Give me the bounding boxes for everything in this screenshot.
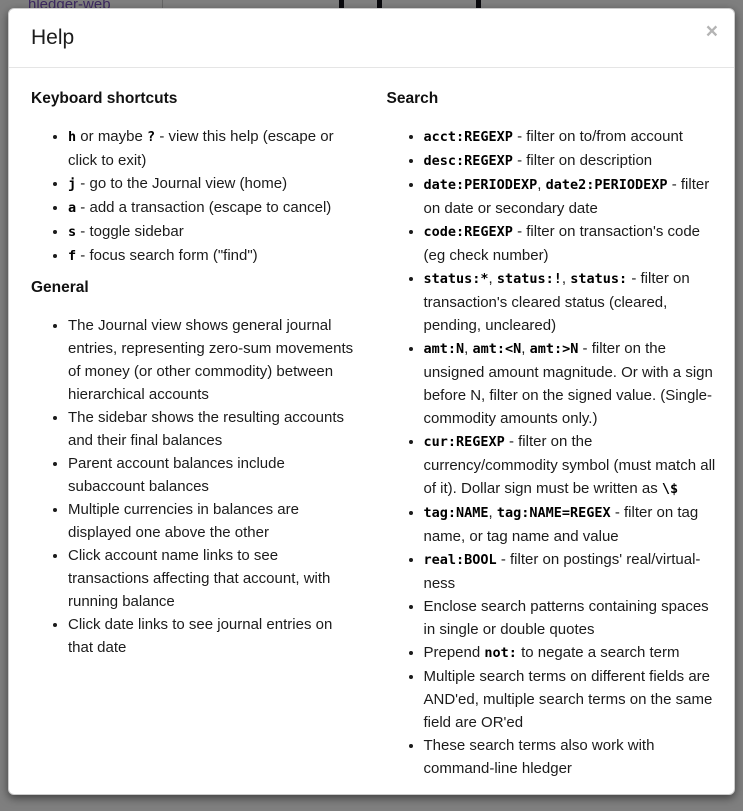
help-list-item — [68, 220, 361, 244]
section-heading: Keyboard shortcuts — [31, 90, 178, 107]
help-list-item — [424, 220, 717, 267]
text-segment: - filter on description — [512, 152, 653, 169]
text-segment: - focus search form ("find") — [76, 247, 258, 264]
help-list-item — [424, 501, 717, 548]
modal-header — [9, 9, 734, 68]
code-term: date2:PERIODEXP — [545, 177, 668, 193]
help-list-item — [424, 125, 717, 149]
code-term: tag:NAME — [423, 505, 489, 521]
text-segment: , — [488, 270, 497, 287]
text-segment: The sidebar shows the resulting accounts and their final balances — [68, 409, 344, 449]
text-segment: Click account name links to see transactions affecting that account, with running balance — [68, 547, 331, 610]
code-term: amt:>N — [529, 341, 579, 357]
code-term: h — [68, 129, 77, 145]
text-segment: - filter on transaction's code (eg check number) — [423, 223, 701, 264]
code-term: tag:NAME=REGEX — [496, 505, 611, 521]
text-segment: - filter on transaction's cleared status (cleared, pending, uncleared) — [423, 270, 690, 334]
code-term: s — [68, 224, 77, 240]
help-list-item — [68, 125, 361, 172]
text-segment: - toggle sidebar — [76, 223, 184, 240]
help-list — [31, 314, 361, 659]
text-segment: , — [521, 340, 530, 357]
code-term: real:BOOL — [423, 552, 497, 568]
code-term: amt:N — [423, 341, 465, 357]
modal-body — [9, 68, 734, 795]
help-list-item — [68, 172, 361, 196]
code-term: f — [68, 248, 77, 264]
text-segment: - filter on tag name, or tag name and value — [423, 504, 699, 545]
help-list-item — [424, 430, 717, 501]
section-heading: Search — [386, 90, 439, 107]
help-list — [387, 125, 717, 780]
help-modal — [8, 8, 735, 795]
help-list-item — [68, 196, 361, 220]
text-segment: - go to the Journal view (home) — [76, 175, 288, 192]
modal-title: Help — [31, 26, 75, 49]
help-list-item — [424, 734, 717, 780]
help-column-right — [387, 79, 717, 790]
help-list-item — [68, 613, 361, 659]
code-term: desc:REGEXP — [423, 153, 513, 169]
text-segment: - filter on the currency/commodity symbol (must match all of it). Dollar sign must be written as — [423, 433, 716, 497]
help-list-item — [68, 314, 361, 406]
text-segment: Prepend — [423, 644, 485, 661]
code-term: status: — [570, 271, 628, 287]
text-segment: Enclose search patterns containing spaces in single or double quotes — [423, 598, 709, 638]
help-list-item — [424, 149, 717, 173]
help-list-item — [424, 337, 717, 430]
text-segment: to negate a search term — [516, 644, 680, 661]
help-list-item — [68, 406, 361, 452]
help-list-item — [424, 665, 717, 734]
text-segment: - filter on to/from account — [512, 128, 683, 145]
text-segment: - filter on postings' real/virtual-ness — [423, 551, 701, 592]
help-list-item — [424, 548, 717, 595]
help-list-item — [424, 641, 717, 665]
text-segment: Parent account balances include subaccount balances — [68, 455, 285, 495]
text-segment: - filter on the unsigned amount magnitude. Or with a sign before N, filter on the signed value. (Single-commodity amounts only.) — [423, 340, 713, 427]
help-list-item — [68, 244, 361, 268]
code-term: status:* — [423, 271, 489, 287]
text-segment: Multiple currencies in balances are displayed one above the other — [68, 501, 299, 541]
text-segment: - filter on date or secondary date — [423, 176, 710, 217]
text-segment: Multiple search terms on different fields are AND'ed, multiple search terms on the same field are OR'ed — [423, 668, 713, 731]
text-segment: These search terms also work with command-line hledger — [423, 737, 655, 777]
code-term: cur:REGEXP — [423, 434, 505, 450]
code-term: \$ — [661, 481, 679, 497]
text-segment: - view this help (escape or click to exit) — [68, 128, 334, 169]
text-segment: , — [488, 504, 497, 521]
text-segment: The Journal view shows general journal entries, representing zero-sum movements of money (or other commodity) between hierarchical accounts — [68, 317, 354, 403]
help-column-left — [31, 79, 361, 790]
text-segment: , — [537, 176, 546, 193]
code-term: date:PERIODEXP — [423, 177, 538, 193]
text-segment: , — [561, 270, 571, 287]
code-term: ? — [147, 129, 156, 145]
code-term: a — [68, 200, 77, 216]
code-term: j — [68, 176, 77, 192]
help-list-item — [424, 595, 717, 641]
text-segment: - add a transaction (escape to cancel) — [76, 199, 332, 216]
help-list — [31, 125, 361, 268]
text-segment: Click date links to see journal entries on that date — [68, 616, 333, 656]
help-list-item — [68, 544, 361, 613]
code-term: code:REGEXP — [423, 224, 513, 240]
code-term: acct:REGEXP — [423, 129, 513, 145]
code-term: amt:<N — [472, 341, 522, 357]
help-list-item — [68, 452, 361, 498]
code-term: status:! — [496, 271, 562, 287]
help-list-item — [424, 267, 717, 337]
help-list-item — [68, 498, 361, 544]
code-term: not: — [484, 645, 517, 661]
text-segment: , — [464, 340, 473, 357]
close-icon[interactable]: × — [705, 20, 718, 43]
help-list-item — [424, 173, 717, 220]
text-segment: or maybe — [76, 128, 148, 145]
section-heading: General — [31, 279, 89, 296]
